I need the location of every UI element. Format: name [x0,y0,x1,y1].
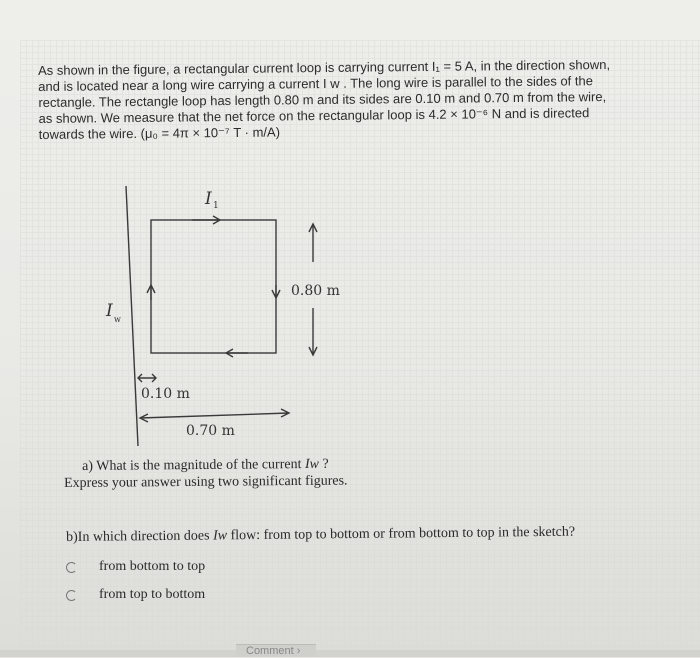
loop-arrow-left [147,285,155,300]
current-loop [151,220,276,353]
option-label: from bottom to top [99,559,206,574]
loop-arrow-right [272,285,280,298]
comment-button[interactable] [236,644,316,657]
radio-button[interactable] [66,590,77,601]
question-a-symbol: Iw [304,456,320,473]
near-dimension [138,374,156,382]
problem-line-1: As shown in the figure, a rectangular current loop is carrying current I₁ = 5 A, in the direction shown, [38,57,611,78]
loop-current-label: I [205,189,212,209]
length-label: 0.80 m [291,283,340,299]
problem-line-2: and is located near a long wire carrying a current I w . The long wire is parallel to the sides of the [38,73,594,94]
near-distance-label: 0.10 m [141,386,190,402]
question-a-suffix: ? [318,456,329,472]
wire-current-label: I [106,301,113,321]
option-top-to-bottom[interactable] [66,587,205,603]
chevron-right-icon: › [296,645,301,657]
radio-button[interactable] [66,562,77,573]
problem-line-4: as shown. We measure that the net force on the rectangular loop is 4.2 × 10⁻⁶ N and is directed [38,105,590,126]
question-b-text: b)In which direction does [66,528,214,545]
option-bottom-to-top[interactable] [66,559,205,575]
bottom-bar [0,650,700,657]
problem-line-5: towards the wire. (μ₀ = 4π × 10⁻⁷ T · m/A) [38,124,281,142]
question-b-symbol: Iw [212,528,228,544]
question-a-text: a) What is the magnitude of the current [82,457,306,474]
loop-arrow-top [192,216,220,224]
question-b-suffix: flow: from top to bottom or from bottom to top in the sketch? [226,524,576,544]
far-dimension [140,409,289,422]
loop-arrow-bottom [226,349,248,357]
question-a-instruction: Express your answer using two significant figures. [64,473,348,491]
wire-current-subscript: w [114,315,121,324]
far-distance-label: 0.70 m [186,423,235,439]
option-label: from top to bottom [99,587,206,602]
loop-current-subscript: 1 [213,201,219,211]
problem-line-3: rectangle. The rectangle loop has length 0.80 m and its sides are 0.10 m and 0.70 m from the wire, [38,89,607,110]
length-dimension-up [309,224,317,262]
comment-label: Comment [246,645,294,657]
long-wire [126,186,138,446]
length-dimension-down [309,308,317,355]
